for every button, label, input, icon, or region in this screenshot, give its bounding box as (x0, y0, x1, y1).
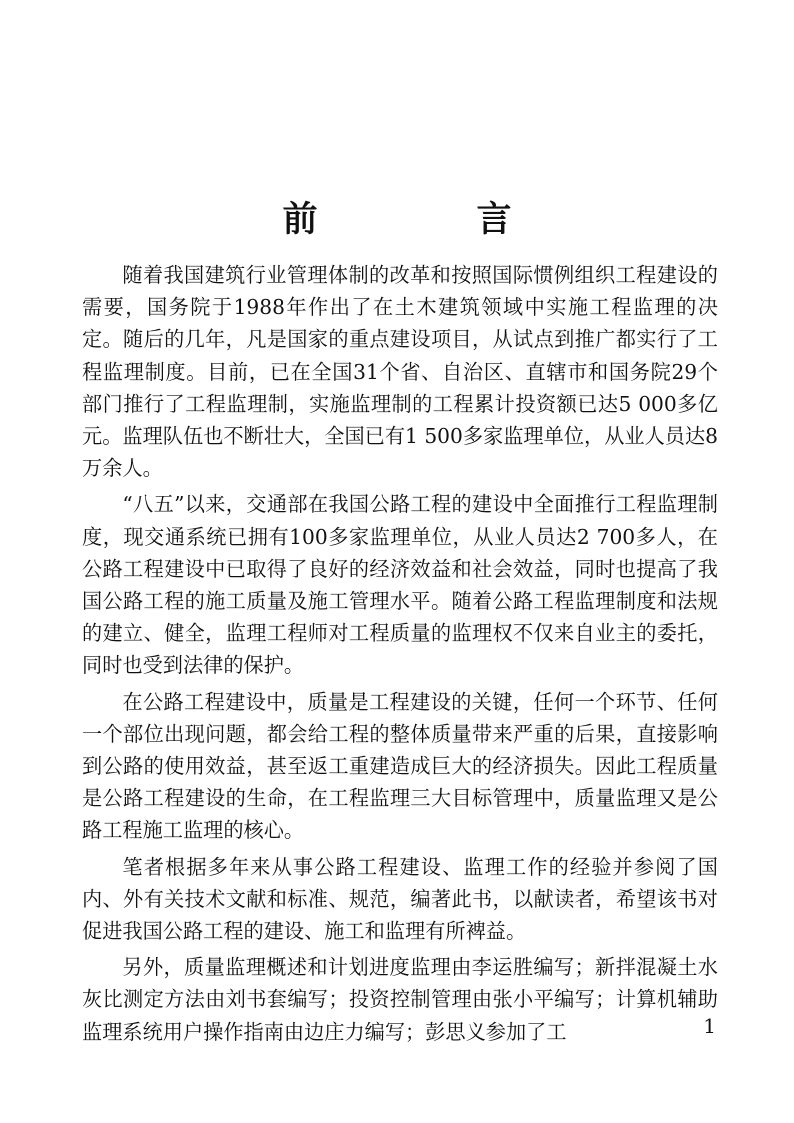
paragraph-1: 随着我国建筑行业管理体制的改革和按照国际惯例组织工程建设的需要，国务院于1988年作出了在土木建筑领域中实施工程监理的决定。随后的几年，凡是国家的重点建设项目，从试点到推广都实行了工程监理制度。目前，已在全国31个省、自治区、直辖市和国务院29个部门推行了工程监理制，实施监理制的工程累计投资额已达5 000多亿元。监理队伍也不断壮大，全国已有1 500多家监理单位，从业人员达8万余人。 (82, 263, 718, 481)
paragraph-5: 另外，质量监理概述和计划进度监理由李运胜编写；新拌混凝土水灰比测定方法由刘书套编写；投资控制管理由张小平编写；计算机辅助监理系统用户操作指南由边庄力编写；彭思义参加了工 (82, 955, 718, 1044)
page-title: 前 言 (282, 199, 574, 240)
preface-body (82, 259, 718, 1052)
paragraph-4: 笔者根据多年来从事公路工程建设、监理工作的经验并参阅了国内、外有关技术文献和标准、规范，编著此书，以献读者，希望该书对促进我国公路工程的建设、施工和监理有所裨益。 (82, 854, 718, 944)
page-number: 1 (703, 1014, 716, 1038)
paragraph-2: “八五”以来，交通部在我国公路工程的建设中全面推行工程监理制度，现交通系统已拥有100多家监理单位，从业人员达2 700多人，在公路工程建设中已取得了良好的经济效益和社会效益，同时也提高了我国公路工程的施工质量及施工管理水平。随着公路工程监理制度和法规的建立、健全，监理工程师对工程质量的监理权不仅来自业主的委托，同时也受到法律的保护。 (82, 492, 718, 678)
paragraph-3: 在公路工程建设中，质量是工程建设的关键，任何一个环节、任何一个部位出现问题，都会给工程的整体质量带来严重的后果，直接影响到公路的使用效益，甚至返工重建造成巨大的经济损失。因此工程质量是公路工程建设的生命，在工程监理三大目标管理中，质量监理又是公路工程施工监理的核心。 (82, 689, 718, 843)
